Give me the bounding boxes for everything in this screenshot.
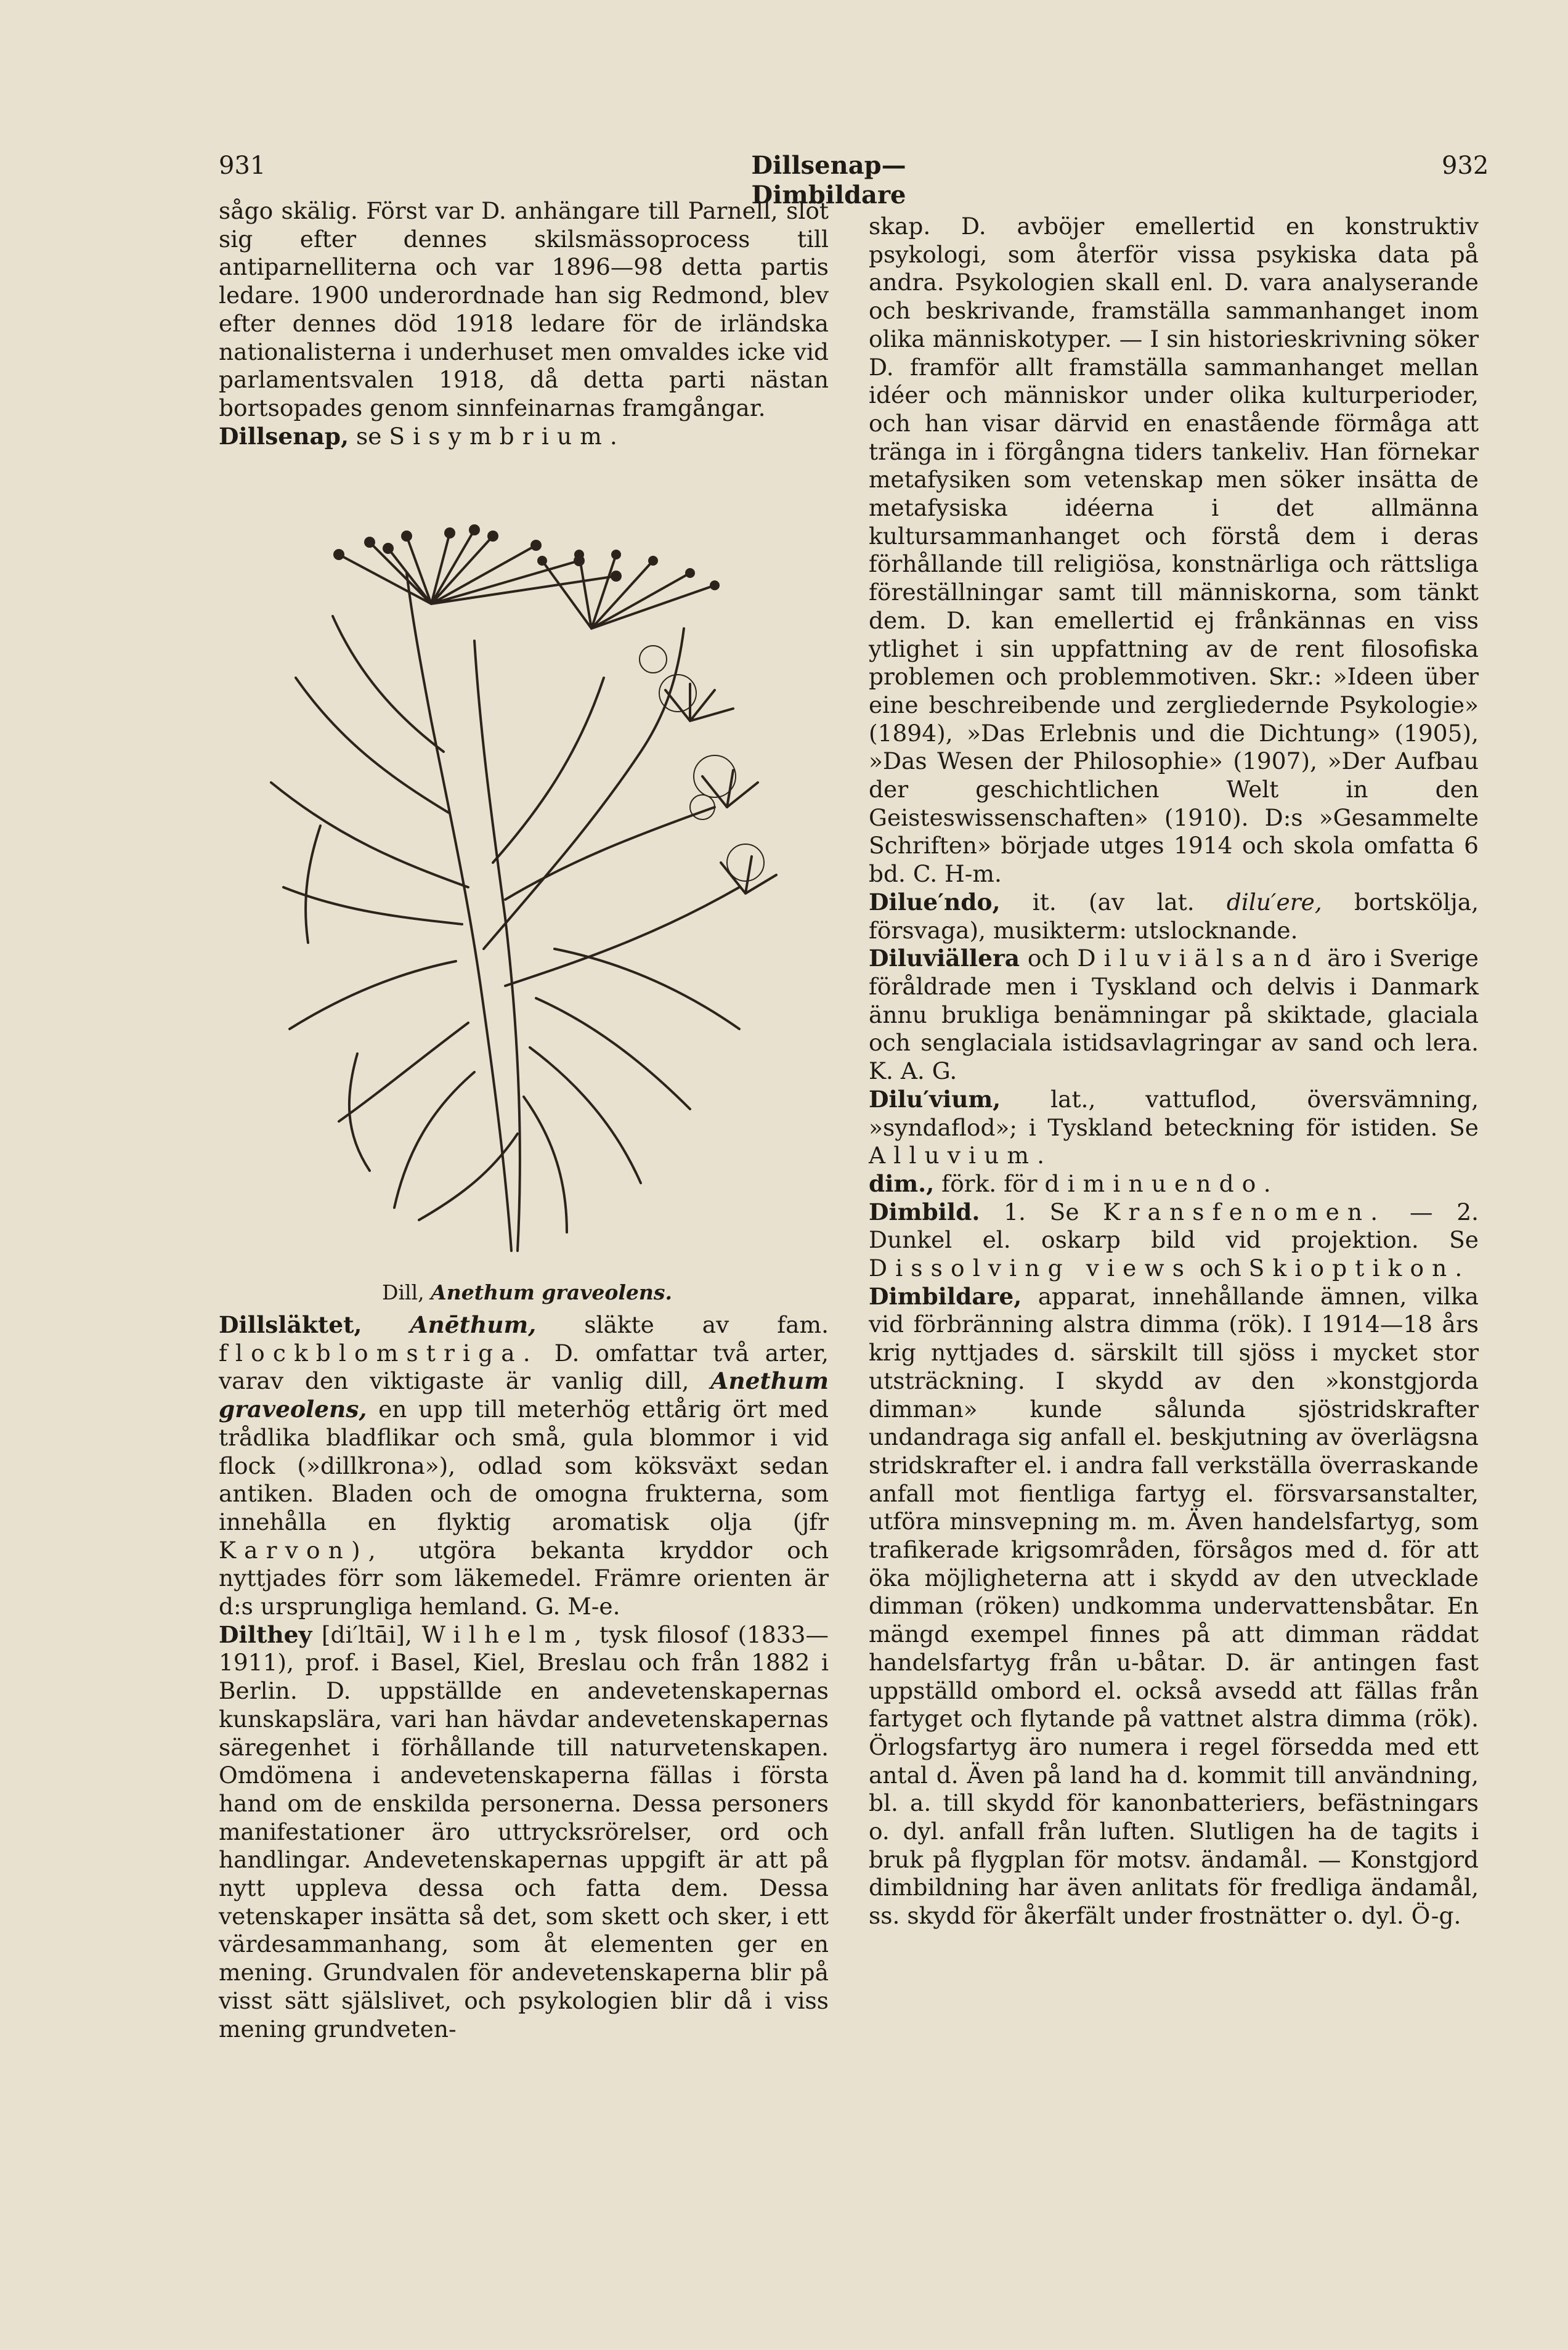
cross-reference: Alluvium. [869,1142,1053,1169]
text: och [1020,945,1078,972]
headword-dim: dim., [869,1169,935,1197]
cross-reference: Dissolving views [869,1254,1193,1282]
cross-reference: diminuendo. [1044,1169,1279,1197]
text: — 2. Dunkel el. oskarp bild vid projektion. Se [869,1198,1479,1254]
entry-dimbild [869,1198,1479,1283]
left-column-top [219,197,829,450]
text: släkte av fam. [536,1311,829,1338]
author-signature: K. A. G. [869,1057,957,1085]
entry-dillsenap [219,423,829,451]
entry-dilthey-continuation [869,213,1479,888]
headword-diluendo: Dilue′ndo, [869,888,1001,916]
page-number-left: 931 [219,152,266,180]
page-number-right: 932 [1442,152,1489,180]
text: äro i Sverige föråldrade men i Tyskland och delvis i Danmark ännu brukliga benämningar på skiktade, glaciala och senglaciala istidsavlagringar av sand och lera. [869,945,1479,1057]
entry-diluendo [869,888,1479,945]
text: förk. för [934,1169,1045,1197]
running-head: Dillsenap—Dimbildare [751,151,906,209]
entry-dillslaktet [219,1311,829,1621]
text: D. omfattar två arter, varav den viktigaste är vanlig dill, [219,1339,829,1395]
text: tysk filosof (1833—1911), prof. i Basel, Kiel, Breslau och från 1882 i Berlin. D. uppställde en andevetenskapernas kunskapslära, vari han hävdar andevetenskapernas säregenhet i förhållande till naturvetenskapen. Omdömena i andevetenskaperna fällas i första hand om de enskilda personerna. Dessa personers manifestationer äro uttrycksrörelser, ord och handlingar. Andevetenskapernas uppgift är att på nytt uppleva dessa och fatta dem. Dessa vetenskaper insätta så det, som skett och sker, i ett värdesammanhang, som åt elementen ger en mening. Grundvalen för andevetenskaperna blir på visst sätt själslivet, och psykologien blir då i viss mening grundveten- [219,1620,829,2043]
author-signature: G. M-e. [535,1593,620,1620]
left-column-bottom [219,1311,829,2043]
text: 1. Se [980,1198,1103,1226]
text: skap. D. avböjer emellertid en konstruktiv psykologi, som återför vissa psykiska data på andra. Psykologien skall enl. D. vara analyserande och beskrivande, framställa sammanhanget inom olika människotyper. — I sin historieskrivning söker D. framför allt framställa sammanhanget mellan idéer och människor under olika kulturperioder, och han visar därvid en enastående förmåga att tränga in i förgångna tiders tankeliv. Han förnekar metafysiken som vetenskap men söker insätta de metafysiska idéerna i det allmänna kultursammanhanget och förstå dem i deras förhållande till religiösa, konstnärliga och rättsliga föreställningar samt till människorna, som tänkt dem. D. kan emellertid ej frånkännas en viss ytlighet i sin uppfattning av de rent filosofiska problemen och problemmotiven. Skr.: »Ideen über eine beschreibende und zergliedernde Psykologie» (1894), »Das Erlebnis und die Dichtung» (1905), »Das Wesen der Philosophie» (1907), »Der Aufbau der geschichtlichen Welt in den Geisteswissenschaften» (1910). D:s »Gesammelte Schriften» började utges 1914 och skola omfatta 6 bd. [869,213,1479,888]
text: och [1192,1254,1249,1282]
cross-reference: Sisymbrium. [389,422,625,450]
text: it. (av lat. [1000,888,1227,916]
latin-genus: Anēthum, [410,1311,537,1338]
text: lat., vattuflod, översvämning, »syndaflod»; i Tyskland beteckning för istiden. Se [869,1085,1479,1141]
figure-caption [382,1280,752,1305]
entry-dim [869,1170,1479,1198]
first-name: Wilhelm, [421,1620,590,1648]
text: apparat, innehållande ämnen, vilka vid förbränning alstra dimma (rök). I 1914—18 års krig nyttjades d. särskilt till sjöss i mycket stor utsträckning. I skydd av den »konstgjorda dimman» kunde sålunda sjöstridskrafter undandraga sig anfall el. beskjutning av överlägsna stridskrafter el. i andra fall verkställa överraskande anfall mot fientliga fartyg el. försvarsanstalter, utföra minsvepning m. m. Även handelsfartyg, som trafikerade krigsområden, försågos med d. för att öka möjligheterna att i skydd av den utvecklade dimman (röken) undkomma undervattensbåtar. En mängd exempel finnes på att dimman räddat handelsfartyg från u-båtar. D. är antingen fast uppställd ombord el. också avsedd att fällas från fartyget och flytande på vattnet alstra dimma (rök). Örlogsfartyg äro numera i regel försedda med ett antal d. Även på land ha d. kommit till användning, bl. a. till skydd för kanonbatteriers, befästningars o. dyl. anfall från luften. Slutligen ha de tagits i bruk på flygplan för motsv. ändamål. — Konstgjord dimbildning har även anlitats för fredliga ändamål, ss. skydd för åkerfält under frostnätter o. dyl. [869,1282,1479,1930]
cross-reference: Skioptikon. [1248,1254,1471,1282]
entry-diluvium [869,1086,1479,1170]
caption-latin: Anethum graveolens. [431,1280,672,1304]
headword-dillslaktet: Dillsläktet, [219,1311,362,1338]
entry-dimbildare [869,1283,1479,1930]
caption-prefix: Dill, [382,1280,424,1304]
dill-plant-illustration [246,518,826,1275]
headword-dimbildare: Dimbildare, [869,1282,1022,1310]
headword-dillsenap: Dillsenap, [219,422,349,450]
right-column [869,213,1479,1930]
headword-diluvium: Dilu′vium, [869,1085,1001,1113]
text: bortskölja, försvaga), musikterm: utslocknande. [869,888,1479,944]
headword-dilthey: Dilthey [219,1620,312,1648]
pronunciation: [di′ltāi], [312,1620,422,1648]
entry-dilthey [219,1621,829,2044]
author-signature: Ö-g. [1411,1902,1461,1930]
family-name: flockblomstriga. [219,1339,538,1367]
cross-reference: Kransfenomen. [1103,1198,1386,1226]
latin-species: Anethum graveolens, [219,1367,829,1423]
latin-word: dilu′ere, [1226,888,1322,916]
spaced-term: Diluviälsand [1077,945,1320,972]
text: en upp till meterhög ettårig ört med trådlika bladflikar och små, gula blommor i vid flock (»dillkrona»), odlad som köksväxt sedan antiken. Bladen och de omogna frukterna, som innehålla en flyktig aromatisk olja (jfr [219,1396,829,1535]
headword-diluviallera: Diluviällera [869,945,1020,972]
text: se [349,422,389,450]
cross-reference: Karvon), [219,1536,384,1564]
author-signature: C. H-m. [912,860,1002,888]
entry-diluviallera [869,945,1479,1086]
text: utgöra bekanta kryddor och nyttjades förr som läkemedel. Främre orienten är d:s ursprungliga hemland. [219,1536,829,1620]
entry-dillon-continuation: sågo skälig. Först var D. anhängare till Parnell, slöt sig efter dennes skilsmässoprocess till antiparnelliterna och var 1896—98 detta partis ledare. 1900 underordnade han sig Redmond, blev efter dennes död 1918 ledare för de irländska nationalisterna i underhuset men omvaldes icke vid parlamentsvalen 1918, då detta parti nästan bortsopades genom sinnfeinarnas framgångar. [219,197,829,421]
headword-dimbild: Dimbild. [869,1198,980,1226]
